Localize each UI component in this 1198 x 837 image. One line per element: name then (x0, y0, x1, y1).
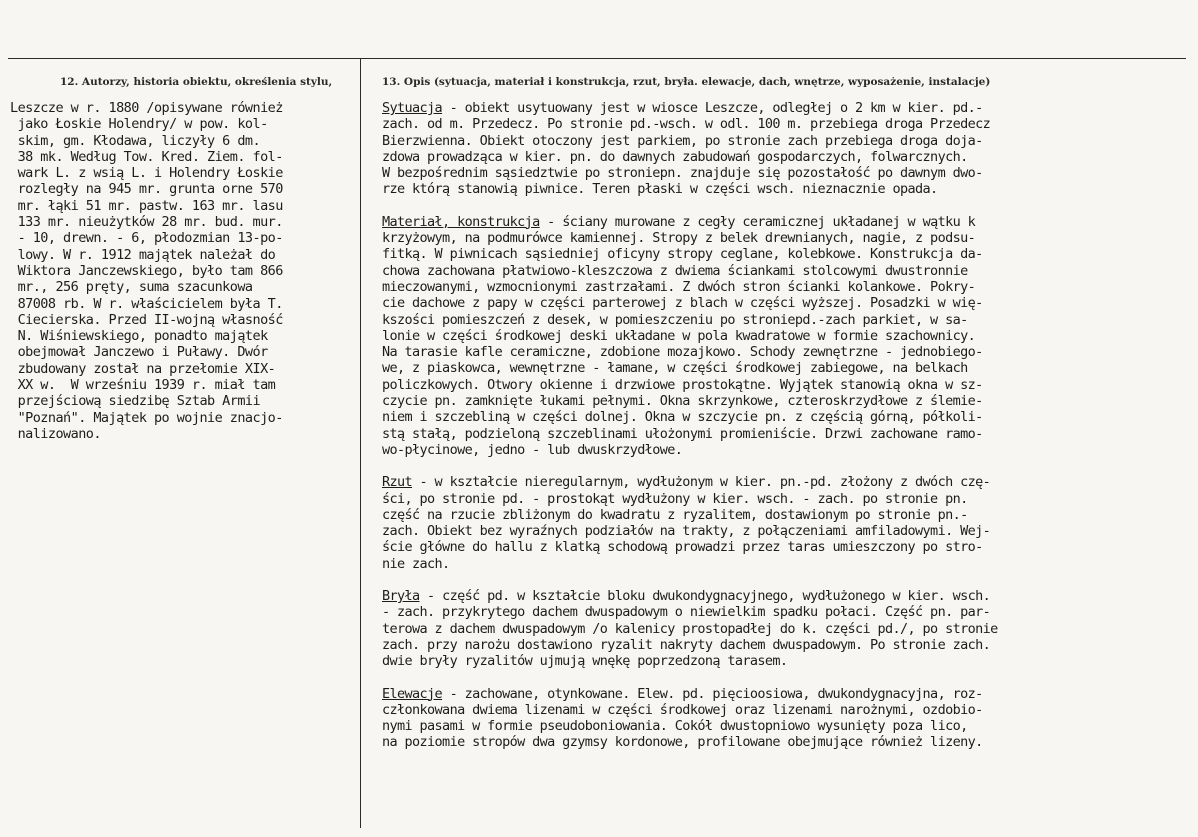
section-line: zach. Obiekt bez wyraźnych podziałów na trakty, z połączeniami amfiladowymi. Wej- (382, 523, 991, 540)
section-line: Bierzwienna. Obiekt otoczony jest parkiem, po stronie zach przebiega droga doja- (382, 132, 983, 149)
description-section (382, 686, 1187, 751)
section-line: kszości pomieszczeń z desek, w pomieszczeniu po stroniepd.-zach parkiet, w sa- (382, 311, 968, 328)
section-line: - zach. przykrytego dachem dwuspadowym o niewielkim spadku połaci. Część pn. par- (382, 604, 991, 621)
section-spacer (382, 670, 1187, 686)
history-line: jako Łoskie Holendry/ w pow. kol- (10, 116, 268, 133)
section-heading: Elewacje (382, 685, 443, 702)
section-heading: Materiał, konstrukcja (382, 213, 540, 230)
description-section (382, 588, 1187, 669)
history-line: Wiktora Janczewskiego, było tam 866 (10, 262, 283, 279)
section-line: mieczowanymi, wzmocnionymi zastrzałami. Z dwóch stron ścianki kolankowe. Pokry- (382, 278, 976, 295)
section-line: nie zach. (382, 555, 450, 572)
section-line-text: - obiekt usytuowany jest w wiosce Leszcze, odległej o 2 km w kier. pd.- (442, 100, 983, 116)
section-line: stą stałą, podzieloną szczeblinami ułożonymi promieniście. Drzwi zachowane ramo- (382, 425, 983, 442)
section-line: nymi pasami w formie pseudoboniowania. Cokół dwustopniowo wysunięty poza lico, (382, 718, 968, 735)
section-line: we, z piaskowca, wewnętrzne - łamane, w części środkowej zabiegowe, na belkach (382, 360, 968, 377)
section-line: zach. przy narożu dostawiono ryzalit nakryty dachem dwuspadowym. Po stronie zach. (382, 636, 991, 653)
description-section (382, 474, 1187, 572)
section-line: cie dachowe z papy w części parterowej z blach w części wyższej. Posadzki w wię- (382, 295, 983, 312)
section-line: rze którą stanowią piwnice. Teren płaski w części wsch. nieznacznie opada. (382, 181, 938, 198)
history-line: Leszcze w r. 1880 /opisywane również (10, 100, 283, 116)
section-line-text: - ściany murowane z cegły ceramicznej układanej w wątku k (539, 213, 976, 230)
section-line: W bezpośrednim sąsiedztwie po stroniepn. znajduje się pozostałość po dawnym dwo- (382, 165, 983, 182)
history-line: rozległy na 945 mr. grunta orne 570 (10, 181, 283, 198)
history-line: Ciecierska. Przed II-wojną własność (10, 311, 283, 328)
section-line: dwie bryły ryzalitów ujmują wnękę poprzedzoną tarasem. (382, 653, 788, 670)
section-line: chowa zachowana płatwiowo-kleszczowa z dwiema ściankami stolcowymi dwustronnie (382, 262, 968, 279)
section-heading: Rzut (382, 474, 413, 491)
section-line: ście główne do hallu z klatką schodową prowadzi przez taras umieszczony po stro- (382, 539, 983, 556)
history-line: mr. łąki 51 mr. pastw. 163 mr. lasu (10, 197, 283, 214)
section-heading: Sytuacja (382, 100, 443, 116)
right-column-header: 13. Opis (sytuacja, materiał i konstrukcja, rzut, bryła. elewacje, dach, wnętrze, wyposażenie, instalacje) (382, 76, 991, 88)
section-line: terowa z dachem dwuspadowym /o kalenicy prostopadłej do k. części pd./, po stronie (382, 620, 998, 637)
history-line: 133 mr. nieużytków 28 mr. bud. mur. (10, 214, 283, 231)
section-line: zdowa prowadząca w kier. pn. do dawnych zabudowań gospodarczych, folwarcznych. (382, 148, 968, 165)
history-line: zbudowany został na przełomie XIX- (10, 360, 276, 377)
history-line: 38 mk. Według Tow. Kred. Ziem. fol- (10, 148, 283, 165)
section-line: część na rzucie zbliżonym do kwadratu z ryzalitem, dostawionym po stronie pn.- (382, 506, 968, 523)
section-first-line (382, 474, 1187, 490)
section-first-line (382, 214, 1187, 230)
description-text (382, 100, 1187, 751)
card-top-rule (8, 58, 1186, 59)
history-line: obejmował Janczewo i Puławy. Dwór (10, 344, 268, 361)
history-line: 87008 rb. W r. właścicielem była T. (10, 295, 283, 312)
section-line-text: - w kształcie nieregularnym, wydłużonym w kier. pn.-pd. złożony z dwóch czę- (412, 474, 991, 491)
section-first-line (382, 100, 1187, 116)
section-line-text: - zachowane, otynkowane. Elew. pd. pięcioosiowa, dwukondygnacyjna, roz- (442, 685, 983, 702)
left-column-header: 12. Autorzy, historia obiektu, określenia stylu, (60, 76, 333, 88)
section-spacer (382, 572, 1187, 588)
section-heading: Bryła (382, 588, 420, 605)
history-line: mr., 256 pręty, suma szacunkowa (10, 279, 253, 296)
history-line: przejściową siedzibę Sztab Armii (10, 393, 261, 410)
history-line: skim, gm. Kłodawa, liczyły 6 dm. (10, 132, 261, 149)
section-spacer (382, 458, 1187, 474)
history-line: N. Wiśniewskiego, ponadto majątek (10, 328, 268, 345)
section-line: członkowana dwiema lizenami w części środkowej oraz lizenami narożnymi, ozdobio- (382, 701, 983, 718)
section-line: niem i szczebliną w części dolnej. Okna w szczycie pn. z częścią górną, półkoli- (382, 409, 983, 426)
column-divider (360, 58, 361, 828)
history-line: XX w. W wrześniu 1939 r. miał tam (10, 377, 276, 394)
section-line: Na tarasie kafle ceramiczne, zdobione mozajkowo. Schody zewnętrzne - jednobiego- (382, 344, 983, 361)
section-line: lonie w części środkowej deski układane w pola kwadratowe w formie szachownicy. (382, 327, 976, 344)
section-first-line (382, 588, 1187, 604)
section-line-text: - część pd. w kształcie bloku dwukondygnacyjnego, wydłużonego w kier. wsch. (419, 588, 991, 605)
section-spacer (382, 198, 1187, 214)
section-line: zach. od m. Przedecz. Po stronie pd.-wsch. w odl. 100 m. przebiega droga Przedecz (382, 116, 991, 133)
section-line: fitką. W piwnicach sąsiedniej oficyny stropy ceglane, kolebkowe. Konstrukcja da- (382, 246, 983, 263)
history-line: "Poznań". Majątek po wojnie znacjo- (10, 409, 283, 426)
section-first-line (382, 686, 1187, 702)
section-line: krzyżowym, na podmurówce kamiennej. Stropy z belek drewnianych, nagie, z podsu- (382, 230, 976, 247)
history-line: nalizowano. (10, 425, 101, 442)
section-line: ści, po stronie pd. - prostokąt wydłużony w kier. wsch. - zach. po stronie pn. (382, 490, 968, 507)
description-section (382, 100, 1187, 198)
section-line: wo-płycinowe, jedno - lub dwuskrzydłowe. (382, 441, 683, 458)
section-line: czycie pn. zamknięte łukami pełnymi. Okna skrzynkowe, czteroskrzydłowe z ślemie- (382, 393, 983, 410)
history-line: lowy. W r. 1912 majątek należał do (10, 246, 276, 263)
history-text (10, 100, 355, 442)
description-section (382, 214, 1187, 458)
section-line: na poziomie stropów dwa gzymsy kordonowe, profilowane obejmujące również lizeny. (382, 734, 983, 751)
history-line: wark L. z wsią L. i Holendry Łoskie (10, 165, 283, 182)
section-line: policzkowych. Otwory okienne i drzwiowe prostokątne. Wyjątek stanowią okna w sz- (382, 376, 983, 393)
history-line: - 10, drewn. - 6, płodozmian 13-po- (10, 230, 283, 247)
